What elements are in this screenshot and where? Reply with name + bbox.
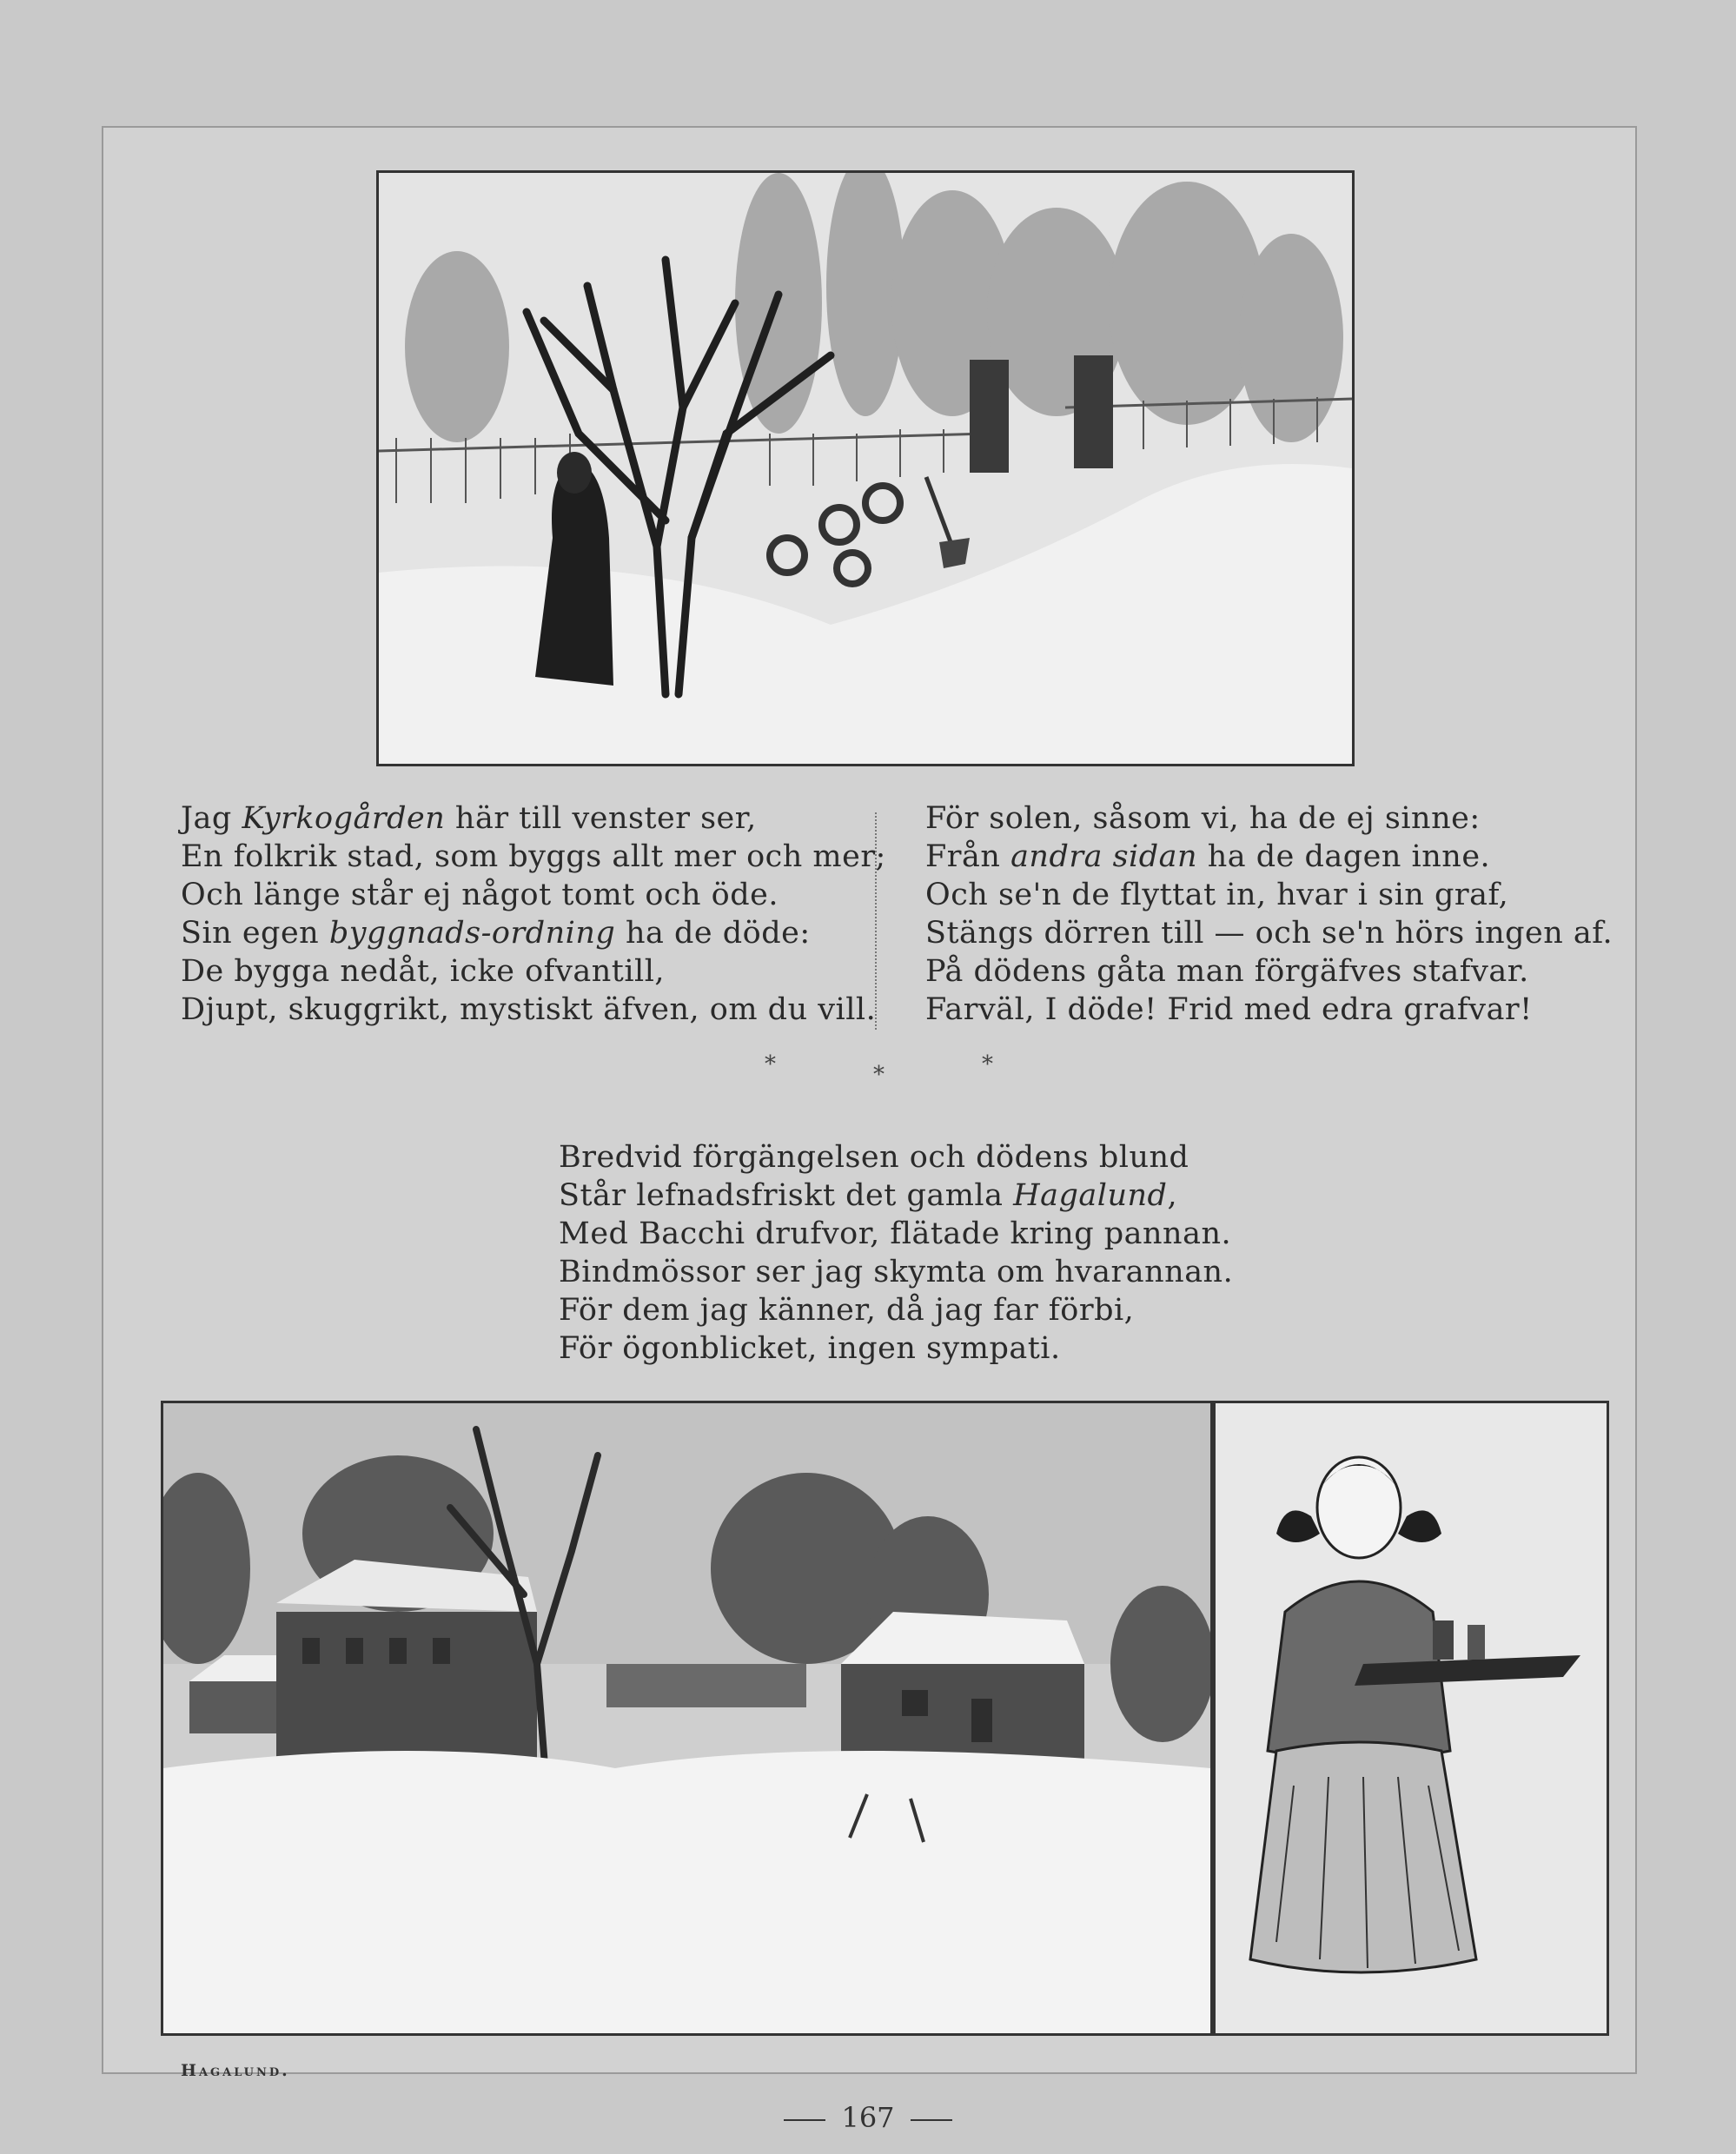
poem-line: Bredvid förgängelsen och dödens blund (559, 1140, 1189, 1175)
poem-line: Farväl, I döde! Frid med edra grafvar! (925, 992, 1533, 1027)
poem-line: Djupt, skuggrikt, mystiskt äfven, om du vill. (181, 992, 877, 1027)
asterism-star: * (765, 1051, 776, 1077)
poem-line: Från andra sidan ha de dagen inne. (925, 839, 1491, 874)
poem-line: Och se'n de flyttat in, hvar i sin graf, (925, 878, 1509, 912)
churchyard-winter-illustration (376, 170, 1355, 766)
girl-with-tray-illustration (1213, 1401, 1609, 2036)
poem-stanza-left (181, 799, 886, 1029)
poem-line: Sin egen byggnads-ordning ha de döde: (181, 916, 811, 951)
dash-left (784, 2119, 825, 2121)
hagalund-estate-winter-illustration (161, 1401, 1213, 2036)
column-divider (875, 812, 877, 1030)
asterism-star: * (873, 1062, 885, 1088)
poem-line: Med Bacchi drufvor, flätade kring pannan. (559, 1216, 1232, 1251)
poem-line: Står lefnadsfriskt det gamla Hagalund, (559, 1178, 1178, 1213)
poem-line: För ögonblicket, ingen sympati. (559, 1331, 1061, 1366)
poem-line: Stängs dörren till — och se'n hörs ingen af. (925, 916, 1613, 951)
poem-line: På dödens gåta man förgäfves stafvar. (925, 954, 1529, 989)
poem-line: De bygga nedåt, icke ofvantill, (181, 954, 666, 989)
page-number-value: 167 (841, 2101, 895, 2134)
poem-stanza-right (925, 799, 1613, 1029)
page-number (0, 2101, 1736, 2134)
dash-right (911, 2119, 952, 2121)
poem-line: Bindmössor ser jag skymta om hvarannan. (559, 1255, 1234, 1289)
asterism-divider (765, 1051, 999, 1086)
poem-line: För solen, såsom vi, ha de ej sinne: (925, 801, 1481, 836)
poem-stanza-center (559, 1138, 1233, 1368)
poem-line: En folkrik stad, som byggs allt mer och mer; (181, 839, 886, 874)
poem-line: Jag Kyrkogården här till venster ser, (181, 801, 757, 836)
asterism-star: * (982, 1051, 993, 1077)
poem-line: För dem jag känner, då jag far förbi, (559, 1293, 1135, 1328)
poem-line: Och länge står ej något tomt och öde. (181, 878, 779, 912)
figure-caption: Hagalund. (181, 2061, 290, 2080)
